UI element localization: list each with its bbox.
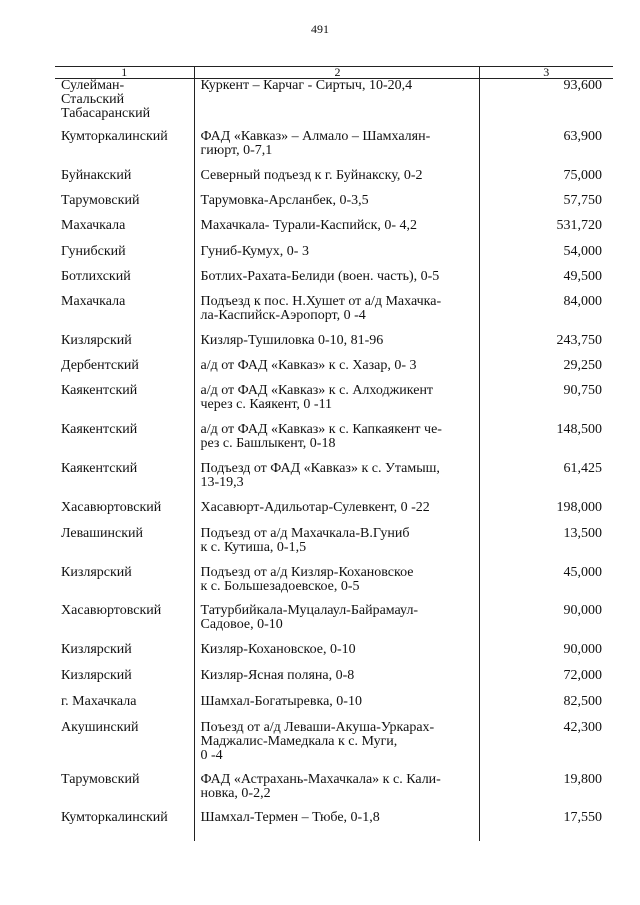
road-table [55,66,613,841]
header-col-1: 1 [55,67,194,79]
road-cell: а/д от ФАД «Кавказ» к с. Капкаякент че- рез с. Башлыкент, 0-18 [200,421,442,451]
value-cell: 17,550 [563,809,602,825]
road-cell: Подъезд от ФАД «Кавказ» к с. Утамыш, 13-19,3 [200,460,440,490]
road-cell: а/д от ФАД «Кавказ» к с. Алходжикент через с. Каякент, 0 -11 [200,382,434,412]
value-cell: 243,750 [556,332,602,348]
road-cell: Махачкала- Турали-Каспийск, 0- 4,2 [200,217,418,233]
district-cell: Сулейман- Стальский Табасаранский [61,78,151,121]
value-cell: 42,300 [563,719,602,735]
value-cell: 13,500 [563,525,602,541]
table-row [55,643,613,669]
value-cell: 93,600 [563,78,602,93]
district-cell: Ботлихский [61,268,131,284]
table-row [55,169,613,194]
district-cell: Хасавюртовский [61,602,162,618]
district-cell: Кизлярский [61,332,132,348]
value-cell: 531,720 [556,217,602,233]
value-cell: 54,000 [563,243,602,259]
value-cell: 82,500 [563,693,602,709]
table-row [55,695,613,721]
table-row [55,270,613,295]
page-number: 491 [311,22,329,36]
table-row [55,130,613,169]
value-cell: 49,500 [563,268,602,284]
table-row [55,295,613,334]
road-cell: Хасавюрт-Адильотар-Сулевкент, 0 -22 [200,499,430,515]
table-row [55,219,613,245]
table-row [55,527,613,566]
district-cell: Кизлярский [61,641,132,657]
district-cell: Акушинский [61,719,139,735]
value-cell: 90,750 [563,382,602,398]
road-cell: Кизляр-Кохановское, 0-10 [200,641,356,657]
header-col-2: 2 [194,67,479,79]
table-row [55,423,613,462]
road-cell: Шамхал-Богатыревка, 0-10 [200,693,362,709]
value-cell: 63,900 [563,128,602,144]
table-header-row [55,67,613,79]
road-cell: Гуниб-Кумух, 0- 3 [200,243,309,259]
road-cell: Татурбийкала-Муцалаул-Байрамаул- Садовое, 0-10 [200,602,419,632]
district-cell: Кумторкалинский [61,809,168,825]
value-cell: 198,000 [556,499,602,515]
district-cell: Каякентский [61,382,138,398]
district-cell: Буйнакский [61,167,132,183]
table-row [55,566,613,604]
district-cell: Каякентский [61,460,138,476]
road-cell: ФАД «Астрахань-Махачкала» к с. Кали- новка, 0-2,2 [200,771,441,801]
road-cell: а/д от ФАД «Кавказ» к с. Хазар, 0- 3 [200,357,417,373]
table-row [55,194,613,219]
table-row [55,384,613,423]
table-row [55,811,613,841]
value-cell: 90,000 [563,602,602,618]
district-cell: Хасавюртовский [61,499,162,515]
district-cell: Махачкала [61,217,126,233]
road-cell: Кизляр-Ясная поляна, 0-8 [200,667,355,683]
value-cell: 57,750 [563,192,602,208]
district-cell: Кизлярский [61,564,132,580]
district-cell: Махачкала [61,293,126,309]
road-cell: Куркент – Карчаг - Сиртыч, 10-20,4 [200,78,413,93]
table-row [55,245,613,270]
table-row [55,773,613,811]
table-row [55,462,613,501]
value-cell: 148,500 [556,421,602,437]
table-row [55,79,613,130]
value-cell: 19,800 [563,771,602,787]
district-cell: г. Махачкала [61,693,137,709]
road-cell: ФАД «Кавказ» – Алмало – Шамхалян- гиюрт, 0-7,1 [200,128,431,158]
value-cell: 90,000 [563,641,602,657]
road-cell: Подъезд к пос. Н.Хушет от а/д Махачка- ла-Каспийск-Аэропорт, 0 -4 [200,293,442,323]
header-col-3: 3 [479,67,613,79]
road-cell: Северный подъезд к г. Буйнакску, 0-2 [200,167,423,183]
road-cell: Поъезд от а/д Леваши-Акуша-Уркарах- Маджалис-Мамедкала к с. Муги, 0 -4 [200,719,435,763]
district-cell: Кизлярский [61,667,132,683]
district-cell: Тарумовский [61,771,140,787]
district-cell: Каякентский [61,421,138,437]
value-cell: 45,000 [563,564,602,580]
district-cell: Левашинский [61,525,144,541]
road-cell: Шамхал-Термен – Тюбе, 0-1,8 [200,809,380,825]
table-row [55,501,613,527]
road-cell: Тарумовка-Арсланбек, 0-3,5 [200,192,369,208]
district-cell: Гунибский [61,243,126,259]
value-cell: 72,000 [563,667,602,683]
road-cell: Подъезд от а/д Кизляр-Кохановское к с. Большезадоевское, 0-5 [200,564,414,594]
table-row [55,359,613,384]
district-cell: Кумторкалинский [61,128,168,144]
district-cell: Дербентский [61,357,139,373]
value-cell: 61,425 [563,460,602,476]
table-row [55,669,613,695]
value-cell: 84,000 [563,293,602,309]
value-cell: 29,250 [563,357,602,373]
table-row [55,334,613,359]
road-cell: Подъезд от а/д Махачкала-В.Гуниб к с. Кутиша, 0-1,5 [200,525,410,555]
road-cell: Ботлих-Рахата-Белиди (воен. часть), 0-5 [200,268,440,284]
road-cell: Кизляр-Тушиловка 0-10, 81-96 [200,332,384,348]
district-cell: Тарумовский [61,192,140,208]
value-cell: 75,000 [563,167,602,183]
table-row [55,721,613,773]
table-row [55,604,613,643]
